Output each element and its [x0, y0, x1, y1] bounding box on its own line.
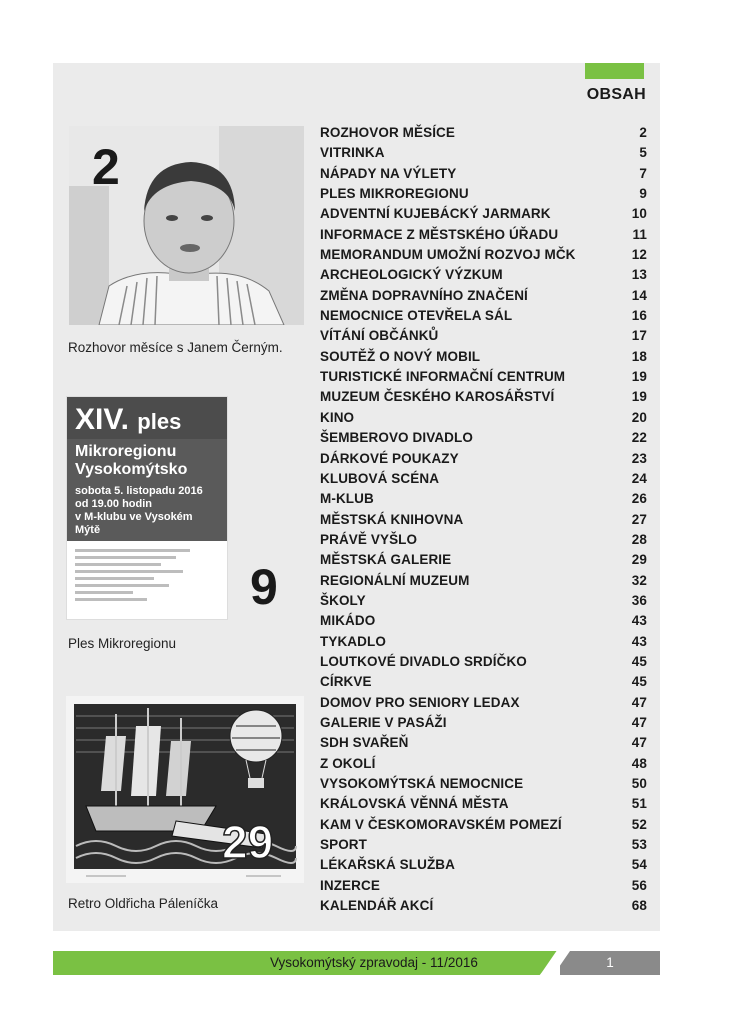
- toc-entry[interactable]: [320, 550, 647, 570]
- toc-entry-title: Z OKOLÍ: [320, 755, 376, 771]
- toc-entry-title: TYKADLO: [320, 633, 386, 649]
- toc-entry[interactable]: [320, 876, 647, 896]
- toc-entry-title: REGIONÁLNÍ MUZEUM: [320, 572, 470, 588]
- toc-entry-title: SDH SVAŘEŇ: [320, 735, 409, 751]
- poster-title-suffix: ples: [137, 409, 182, 434]
- toc-entry-title: M-KLUB: [320, 491, 374, 507]
- toc-entry[interactable]: [320, 123, 647, 143]
- table-of-contents: [320, 123, 647, 916]
- toc-entry-page: 26: [631, 491, 647, 507]
- toc-entry-title: SOUTĚŽ O NOVÝ MOBIL: [320, 348, 481, 364]
- toc-entry-page: 52: [631, 816, 647, 832]
- toc-entry[interactable]: [320, 510, 647, 530]
- toc-entry-title: VYSOKOMÝTSKÁ NEMOCNICE: [320, 776, 524, 791]
- toc-entry-title: MĚSTSKÁ KNIHOVNA: [320, 511, 464, 527]
- toc-entry-page: 68: [631, 898, 647, 914]
- toc-entry-page: 12: [631, 247, 647, 263]
- poster-fine-print: [67, 541, 227, 609]
- poster-date-line-3: v M-klubu ve Vysokém Mýtě: [75, 511, 193, 536]
- toc-entry[interactable]: [320, 611, 647, 631]
- page-title: OBSAH: [586, 86, 646, 103]
- toc-entry-page: 50: [631, 776, 647, 791]
- toc-entry-title: NEMOCNICE OTEVŘELA SÁL: [320, 308, 513, 324]
- feature-caption-1: Rozhovor měsíce s Janem Černým.: [68, 340, 283, 355]
- poster-subtitle-line-1: Mikroregionu: [75, 443, 177, 460]
- feature-caption-3: Retro Oldřicha Páleníčka: [68, 896, 219, 911]
- toc-entry-title: KALENDÁŘ AKCÍ: [320, 898, 434, 914]
- toc-entry-title: ŠEMBEROVO DIVADLO: [320, 430, 473, 446]
- toc-entry-page: 2: [639, 125, 647, 140]
- toc-entry[interactable]: [320, 754, 647, 774]
- footer-publication: Vysokomýtský zpravodaj - 11/2016: [270, 955, 478, 970]
- feature-caption-2: Ples Mikroregionu: [68, 636, 177, 651]
- toc-entry[interactable]: [320, 815, 647, 835]
- poster-subtitle: [67, 439, 227, 483]
- toc-entry-page: 14: [631, 287, 647, 303]
- toc-entry-title: GALERIE V PASÁŽI: [320, 714, 447, 730]
- toc-entry-title: MEMORANDUM UMOŽNÍ ROZVOJ MČK: [320, 247, 576, 263]
- poster-date-line-1: sobota 5. listopadu 2016: [75, 485, 203, 497]
- toc-entry[interactable]: [320, 408, 647, 428]
- toc-entry-page: 18: [631, 348, 647, 364]
- toc-entry-title: MUZEUM ČESKÉHO KAROSÁŘSTVÍ: [320, 389, 555, 405]
- toc-entry[interactable]: [320, 672, 647, 692]
- toc-entry-page: 16: [631, 308, 647, 324]
- toc-entry[interactable]: [320, 530, 647, 550]
- toc-entry-title: KAM V ČESKOMORAVSKÉM POMEZÍ: [320, 816, 562, 832]
- toc-entry[interactable]: [320, 367, 647, 387]
- toc-entry[interactable]: [320, 347, 647, 367]
- toc-entry-page: 28: [631, 531, 647, 547]
- accent-tab: [585, 63, 644, 79]
- toc-entry[interactable]: [320, 225, 647, 245]
- toc-entry-page: 27: [631, 511, 647, 527]
- toc-entry-page: 9: [639, 186, 647, 202]
- toc-entry-title: LÉKAŘSKÁ SLUŽBA: [320, 857, 455, 873]
- toc-entry[interactable]: [320, 896, 647, 916]
- feature-number-2: 2: [92, 139, 120, 195]
- toc-entry-title: NÁPADY NA VÝLETY: [320, 165, 457, 181]
- toc-entry[interactable]: [320, 591, 647, 611]
- toc-entry[interactable]: [320, 733, 647, 753]
- toc-entry-title: DÁRKOVÉ POUKAZY: [320, 450, 459, 466]
- toc-entry[interactable]: [320, 245, 647, 265]
- toc-entry-page: 51: [631, 796, 647, 812]
- toc-entry-page: 47: [631, 694, 647, 710]
- toc-entry-page: 43: [631, 633, 647, 649]
- toc-entry-title: VÍTÁNÍ OBČÁNKŮ: [320, 328, 439, 344]
- toc-entry-title: ZMĚNA DOPRAVNÍHO ZNAČENÍ: [320, 287, 528, 303]
- toc-entry-page: 47: [631, 735, 647, 751]
- toc-entry-page: 29: [631, 552, 647, 568]
- toc-entry[interactable]: [320, 571, 647, 591]
- poster-date-line-2: od 19.00 hodin: [75, 498, 153, 510]
- toc-entry-title: CÍRKVE: [320, 674, 372, 690]
- ball-poster: [66, 396, 228, 620]
- toc-entry[interactable]: [320, 286, 647, 306]
- toc-entry-title: TURISTICKÉ INFORMAČNÍ CENTRUM: [320, 369, 566, 385]
- toc-entry-page: 19: [631, 389, 647, 405]
- toc-entry[interactable]: [320, 428, 647, 448]
- toc-entry-title: KINO: [320, 409, 355, 425]
- toc-entry-title: INFORMACE Z MĚSTSKÉHO ÚŘADU: [320, 226, 559, 242]
- poster-title-block: [67, 397, 227, 439]
- feature-number-9: 9: [250, 559, 278, 615]
- poster-title-main: XIV.: [75, 403, 129, 436]
- toc-entry-page: 24: [631, 470, 647, 486]
- toc-entry-title: INZERCE: [320, 877, 380, 893]
- footer-page-number: 1: [606, 955, 614, 970]
- toc-entry-page: 19: [631, 369, 647, 385]
- toc-entry-title: MIKÁDO: [320, 613, 376, 629]
- poster-subtitle-line-2: Vysokomýtsko: [75, 461, 188, 478]
- toc-entry-page: 45: [631, 674, 647, 690]
- toc-entry-page: 45: [631, 653, 647, 669]
- toc-entry[interactable]: [320, 632, 647, 652]
- toc-entry[interactable]: [320, 449, 647, 469]
- toc-entry-title: PLES MIKROREGIONU: [320, 186, 469, 202]
- toc-entry-title: DOMOV PRO SENIORY LEDAX: [320, 694, 520, 710]
- toc-entry-title: ARCHEOLOGICKÝ VÝZKUM: [320, 267, 503, 283]
- toc-entry-title: SPORT: [320, 837, 368, 853]
- toc-entry[interactable]: [320, 265, 647, 285]
- toc-entry[interactable]: [320, 469, 647, 489]
- toc-entry-page: 56: [631, 877, 647, 893]
- toc-entry-title: PRÁVĚ VYŠLO: [320, 531, 418, 547]
- poster-date: [67, 483, 227, 541]
- toc-entry-page: 10: [631, 206, 647, 222]
- toc-entry[interactable]: [320, 164, 647, 184]
- toc-entry-title: ADVENTNÍ KUJEBÁCKÝ JARMARK: [320, 206, 551, 222]
- toc-entry-title: ŠKOLY: [320, 592, 366, 608]
- toc-entry[interactable]: [320, 713, 647, 733]
- toc-entry-title: LOUTKOVÉ DIVADLO SRDÍČKO: [320, 653, 527, 669]
- toc-entry[interactable]: [320, 855, 647, 875]
- toc-entry-page: 23: [631, 450, 647, 466]
- toc-entry-page: 32: [631, 572, 647, 588]
- toc-entry-page: 13: [631, 267, 647, 283]
- toc-entry-page: 43: [631, 613, 647, 629]
- toc-entry-page: 53: [631, 837, 647, 853]
- toc-entry-page: 22: [631, 430, 647, 446]
- toc-entry-page: 47: [631, 714, 647, 730]
- toc-entry-title: KLUBOVÁ SCÉNA: [320, 470, 440, 486]
- toc-entry-page: 17: [631, 328, 647, 344]
- toc-entry[interactable]: [320, 489, 647, 509]
- toc-entry-page: 20: [631, 409, 647, 425]
- toc-entry-page: 7: [639, 165, 647, 181]
- toc-entry[interactable]: [320, 326, 647, 346]
- toc-entry-page: 5: [639, 145, 647, 161]
- feature-number-29: 29: [222, 816, 274, 868]
- toc-entry[interactable]: [320, 204, 647, 224]
- toc-entry[interactable]: [320, 693, 647, 713]
- toc-entry[interactable]: [320, 652, 647, 672]
- toc-entry-title: MĚSTSKÁ GALERIE: [320, 552, 452, 568]
- toc-entry-page: 48: [631, 755, 647, 771]
- toc-entry-title: KRÁLOVSKÁ VĚNNÁ MĚSTA: [320, 796, 509, 812]
- toc-entry[interactable]: [320, 387, 647, 407]
- toc-entry[interactable]: [320, 306, 647, 326]
- toc-entry[interactable]: [320, 184, 647, 204]
- toc-entry-page: 36: [631, 592, 647, 608]
- toc-entry[interactable]: [320, 774, 647, 794]
- toc-entry-title: VITRINKA: [320, 145, 385, 161]
- toc-entry[interactable]: [320, 794, 647, 814]
- toc-entry[interactable]: [320, 835, 647, 855]
- toc-entry[interactable]: [320, 143, 647, 163]
- toc-entry-page: 11: [632, 226, 647, 242]
- toc-entry-page: 54: [631, 857, 647, 873]
- toc-entry-title: ROZHOVOR MĚSÍCE: [320, 125, 456, 140]
